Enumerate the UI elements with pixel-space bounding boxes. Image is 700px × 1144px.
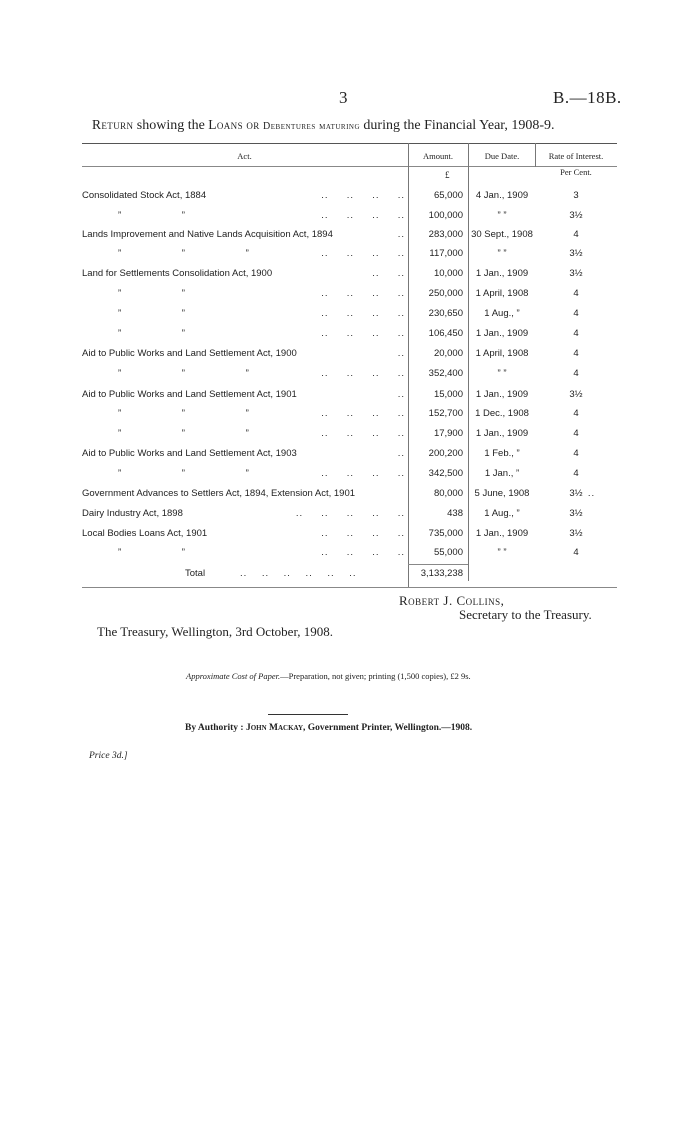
cell-due-date: 1 Jan., 1909	[475, 528, 529, 539]
table-row	[0, 528, 700, 548]
leader-dots: .. .. .. .. ..	[295, 508, 405, 519]
heading-word-return: Return	[92, 117, 134, 132]
leader-dots: ..	[397, 448, 405, 459]
cell-act-ditto: ” ” ”	[118, 428, 249, 439]
leader-dots: .. .. .. ..	[321, 288, 405, 299]
cell-act: Aid to Public Works and Land Settlement Act, 1901	[82, 389, 297, 400]
table-row	[0, 348, 700, 368]
authority-rule	[268, 714, 348, 715]
cell-due-date: 1 Jan., ”	[484, 468, 520, 479]
table-row	[0, 448, 700, 468]
cell-act-ditto: ” ”	[118, 288, 185, 299]
table-row	[0, 308, 700, 328]
total-label: Total	[185, 568, 206, 579]
leader-dots: .. .. .. ..	[321, 428, 405, 439]
cell-rate: 4	[573, 308, 579, 319]
heading-word-during: during the Financial Year, 1908-9.	[363, 118, 555, 133]
table-row	[0, 547, 700, 567]
leader-dots: .. .. .. .. .. ..	[240, 568, 357, 579]
cell-rate: 3½	[569, 508, 583, 519]
heading-word-showing: showing the	[136, 118, 205, 133]
cell-rate: 3	[573, 190, 579, 201]
cell-due-date: 4 Jan., 1909	[475, 190, 529, 201]
cell-act-ditto: ” ” ”	[118, 368, 249, 379]
cell-amount: 55,000	[433, 547, 463, 558]
cell-amount: 106,450	[428, 328, 463, 339]
cell-due-date: 1 Aug., ”	[484, 508, 520, 519]
cost-label: Approximate Cost of Paper.	[186, 671, 281, 681]
cell-act: Land for Settlements Consolidation Act, 1900	[82, 268, 273, 279]
cell-amount: 250,000	[428, 288, 463, 299]
cell-act: Lands Improvement and Native Lands Acquisition Act, 1894	[82, 229, 333, 240]
cell-act-ditto: ” ”	[118, 210, 185, 221]
place-and-date: The Treasury, Wellington, 3rd October, 1908.	[97, 624, 334, 639]
cell-rate: 4	[573, 428, 579, 439]
cell-amount: 80,000	[433, 488, 463, 499]
leader-dots: ..	[397, 389, 405, 400]
signatory-name: Robert J. Collins,	[399, 593, 505, 608]
cell-amount: 230,650	[428, 308, 463, 319]
table-row	[0, 428, 700, 448]
table-row	[0, 229, 700, 249]
cell-act-ditto: ” ”	[118, 328, 185, 339]
cell-rate: 4	[573, 229, 579, 240]
cell-amount: 152,700	[428, 408, 463, 419]
table-row	[0, 389, 700, 409]
leader-dots: .. .. .. ..	[321, 308, 405, 319]
cell-rate: 4	[573, 448, 579, 459]
cell-rate: 4	[573, 348, 579, 359]
heading-word-or: or	[246, 117, 260, 132]
table-header-rule	[82, 166, 617, 167]
cell-rate: 3½	[569, 210, 583, 221]
cell-due-date: 1 Jan., 1909	[475, 428, 529, 439]
cell-act-ditto: ” ” ”	[118, 408, 249, 419]
cell-amount: 65,000	[433, 190, 463, 201]
cell-due-date: ” ”	[497, 547, 507, 558]
amount-unit: £	[445, 170, 450, 180]
cell-amount: 200,200	[428, 448, 463, 459]
table-row	[0, 210, 700, 230]
cell-rate: 3½	[569, 488, 583, 499]
cell-rate: 3½	[569, 248, 583, 259]
heading-word-debentures: Debentures	[263, 121, 316, 132]
leader-dots: .. .. .. ..	[321, 408, 405, 419]
cost-of-paper	[186, 671, 471, 681]
cell-act-ditto: ” ”	[118, 547, 185, 558]
page-number: 3	[339, 88, 348, 107]
table-bottom-rule	[82, 587, 617, 588]
table-row	[0, 408, 700, 428]
cell-rate: 4	[573, 368, 579, 379]
table-row	[0, 248, 700, 268]
column-header-rate: Rate of Interest.	[548, 151, 604, 161]
table-row	[0, 288, 700, 308]
total-amount: 3,133,238	[420, 568, 463, 579]
cell-amount: 342,500	[428, 468, 463, 479]
authority-prefix: By Authority :	[185, 723, 244, 733]
cell-act-ditto: ” ”	[118, 308, 185, 319]
heading-word-maturing: maturing	[319, 121, 361, 132]
leader-dots: ..	[587, 488, 596, 499]
leader-dots: .. .. .. ..	[321, 547, 405, 558]
cell-act: Government Advances to Settlers Act, 1894, Extension Act, 1901	[82, 488, 356, 499]
column-header-due-date: Due Date.	[484, 151, 520, 161]
cell-rate: 4	[573, 547, 579, 558]
cell-due-date: 1 Feb., ”	[484, 448, 520, 459]
cell-amount: 17,900	[433, 428, 463, 439]
table-top-rule	[82, 143, 617, 144]
cell-amount: 20,000	[433, 348, 463, 359]
table-row	[0, 268, 700, 288]
table-row	[0, 468, 700, 488]
cell-act-ditto: ” ” ”	[118, 248, 249, 259]
leader-dots: .. .. .. ..	[321, 528, 405, 539]
heading-word-loans: Loans	[208, 117, 243, 132]
document-reference: B.—18B.	[553, 88, 622, 107]
cell-amount: 352,400	[428, 368, 463, 379]
column-header-amount: Amount.	[423, 151, 453, 161]
table-row	[0, 328, 700, 348]
leader-dots: .. .. .. ..	[321, 468, 405, 479]
cell-due-date: 1 Jan., 1909	[475, 268, 529, 279]
cell-act: Local Bodies Loans Act, 1901	[82, 528, 208, 539]
cell-rate: 3½	[569, 389, 583, 400]
leader-dots: .. .. .. ..	[321, 248, 405, 259]
cell-rate: 3½	[569, 528, 583, 539]
table-row	[0, 368, 700, 388]
cell-amount: 117,000	[429, 248, 463, 259]
cell-act: Aid to Public Works and Land Settlement Act, 1903	[82, 448, 297, 459]
cell-due-date: 1 April, 1908	[475, 288, 529, 299]
table-row	[0, 508, 700, 528]
cell-due-date: 1 Jan., 1909	[475, 328, 529, 339]
column-header-act: Act.	[237, 151, 252, 161]
price: Price 3d.]	[89, 751, 128, 761]
cell-due-date: ” ”	[497, 210, 507, 221]
cell-amount: 438	[447, 508, 463, 519]
authority-suffix: Government Printer, Wellington.—1908.	[307, 723, 473, 733]
cell-due-date: 5 June, 1908	[474, 488, 530, 499]
cell-amount: 735,000	[428, 528, 463, 539]
cell-rate: 4	[573, 408, 579, 419]
cell-due-date: ” ”	[497, 248, 507, 259]
leader-dots: .. .. .. ..	[321, 368, 405, 379]
leader-dots: .. .. .. ..	[321, 210, 405, 221]
cell-due-date: ” ”	[497, 368, 507, 379]
cell-act: Consolidated Stock Act, 1884	[82, 190, 207, 201]
authority-line	[185, 723, 472, 733]
cell-act: Dairy Industry Act, 1898	[82, 508, 183, 519]
cell-due-date: 30 Sept., 1908	[471, 229, 533, 240]
leader-dots: ..	[397, 348, 405, 359]
table-row	[0, 190, 700, 210]
cell-due-date: 1 Dec., 1908	[475, 408, 529, 419]
cell-rate: 3½	[569, 268, 583, 279]
rate-unit: Per Cent.	[560, 167, 592, 177]
leader-dots: .. .. .. ..	[321, 328, 405, 339]
leader-dots: ..	[397, 229, 405, 240]
cell-act: Aid to Public Works and Land Settlement Act, 1900	[82, 348, 297, 359]
cell-amount: 10,000	[433, 268, 463, 279]
cell-rate: 4	[573, 468, 579, 479]
printer-name: John Mackay,	[245, 723, 306, 733]
cell-amount: 283,000	[428, 229, 463, 240]
cell-rate: 4	[573, 328, 579, 339]
cell-due-date: 1 Jan., 1909	[475, 389, 529, 400]
table-row	[0, 488, 700, 508]
leader-dots: .. .. .. ..	[321, 190, 405, 201]
cell-rate: 4	[573, 288, 579, 299]
table-heading	[92, 117, 555, 134]
signatory-title: Secretary to the Treasury.	[459, 607, 592, 622]
cell-due-date: 1 Aug., ”	[484, 308, 520, 319]
cost-text: —Preparation, not given; printing (1,500 copies), £2 9s.	[280, 671, 471, 681]
cell-act-ditto: ” ” ”	[118, 468, 249, 479]
cell-amount: 100,000	[428, 210, 463, 221]
leader-dots: .. ..	[372, 268, 405, 279]
cell-amount: 15,000	[433, 389, 463, 400]
cell-due-date: 1 April, 1908	[475, 348, 529, 359]
